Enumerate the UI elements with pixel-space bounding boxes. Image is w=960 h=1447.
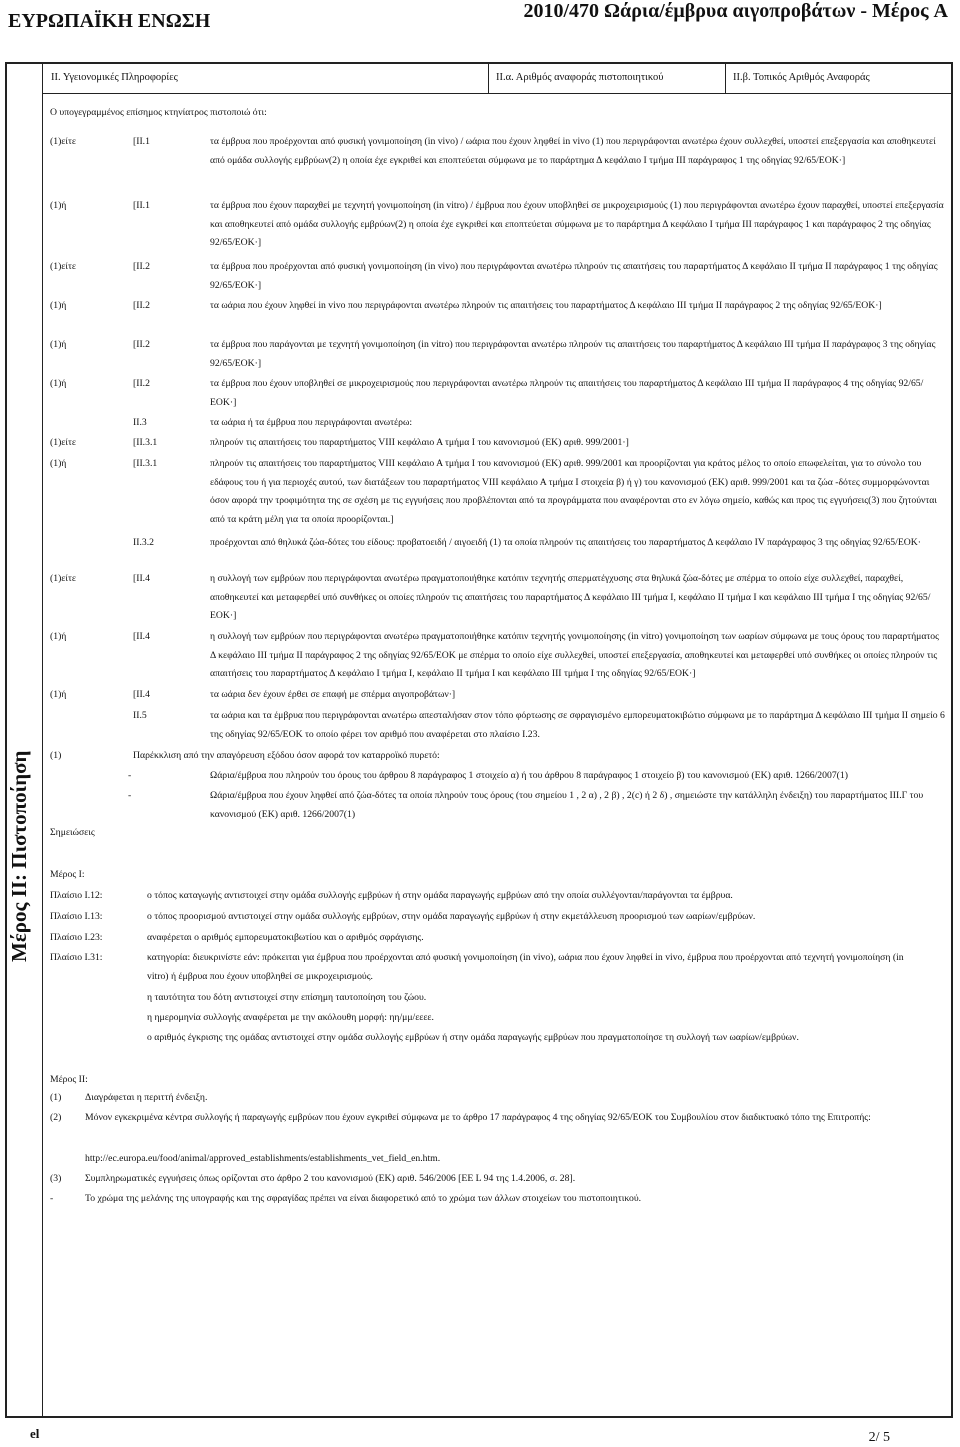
row-ref: [ΙΙ.2 [133, 300, 150, 311]
row-ref: [ΙΙ.4 [133, 631, 150, 642]
row-ref: [ΙΙ.1 [133, 136, 150, 147]
note-extra: η ταυτότητα του δότη αντιστοιχεί στην επίσημη ταυτοποίηση του ζώου. [147, 992, 427, 1003]
row-text: τα έμβρυα που προέρχονται από φυσική γονιμοποίηση (in vivo) που περιγράφονται ανωτέρω πληρούν τις απαιτήσεις του παραρτήματος Δ κεφάλαιο ΙΙ τμήμα ΙΙ παράγραφος 1 της οδηγίας 92/65/ΕΟΚ·] [210, 261, 938, 291]
exemption-dash: - [128, 790, 132, 801]
row-ref: [ΙΙ.4 [133, 689, 150, 700]
language-code: el [30, 1426, 40, 1441]
sidebar-title: Μέρος ΙΙ: Πιστοποίηση [7, 750, 31, 962]
note-text: ο τόπος καταγωγής αντιστοιχεί στην ομάδα συλλογής εμβρύων ή στην ομάδα παραγωγής εμβρύων από την οποία συλλέγονται/παράγονται τα έμβρυα. [147, 890, 733, 901]
note-label: (1) [50, 1092, 62, 1103]
row-text: τα έμβρυα που έχουν παραχθεί με τεχνητή γονιμοποίηση (in vitro) / έμβρυα που έχουν υποβληθεί σε μικροχειρισμούς (1) που περιγράφονται ανωτέρω έχουν παραχθεί, υποστεί επεξεργασία και αποθηκευτεί από ομάδα συλλογής εμβρύων(2) η οποία έχε εγκριθεί και εποπτεύεται σύμφωνα με το παράρτημα Δ κεφάλαιο Ι τμήμα ΙΙΙ παράγραφος 1 και παράγραφος 2 της οδηγίας 92/65/ΕΟΚ·] [210, 200, 944, 248]
row-label: (1)είτε [50, 573, 76, 584]
note-label: Πλαίσιο Ι.31: [50, 952, 103, 963]
row-label: (1)ή [50, 378, 67, 389]
note-label: Πλαίσιο Ι.23: [50, 932, 103, 943]
row-label: (1)ή [50, 200, 67, 211]
row-label: (1)ή [50, 339, 67, 350]
exemption-item: Ωάρια/έμβρυα που πληρούν του όρους του άρθρου 8 παράγραφος 1 στοιχείο α) ή του άρθρου 8 παράγραφος 1 στοιχείο β) του κανονισμού (ΕΚ) αριθ. 1266/2007(1) [210, 770, 848, 781]
row-label: (1)είτε [50, 136, 76, 147]
local-reference-label: ΙΙ.β. Τοπικός Αριθμός Αναφοράς [733, 72, 870, 83]
row-label: (1)ή [50, 689, 67, 700]
part1-title: Μέρος Ι: [50, 869, 85, 880]
note-label: (3) [50, 1173, 62, 1184]
row-text: η συλλογή των εμβρύων που περιγράφονται ανωτέρω πραγματοποιήθηκε κατόπιν τεχνητής σπερματέγχυσης στα θηλυκά ζώα-δότες με σπέρμα το οποίο είχε συλλεχθεί, παραχθεί, αποθηκευτεί και μεταφερθεί υπό συνθήκες οι οποίες πληρούν τις απαιτήσεις του παραρτήματος Δ κεφάλαιο ΙΙΙ τμήμα Ι, κεφάλαιο ΙΙ τμήμα Ι και κεφάλαιο ΙΙΙ τμήμα Ι της οδηγίας 92/65/ΕΟΚ·] [210, 573, 931, 621]
note-label: Πλαίσιο Ι.12: [50, 890, 103, 901]
health-info-label: ΙΙ. Υγειονομικές Πληροφορίες [51, 72, 178, 83]
note-text: ο τόπος προορισμού αντιστοιχεί στην ομάδα συλλογής εμβρύων, στην ομάδα παραγωγής εμβρύων ή στην εκμετάλλευση προορισμού των ωαρίων/εμβρύων. [147, 911, 756, 922]
note-extra: η ημερομηνία συλλογής αναφέρεται με την ακόλουθη μορφή: ηη/μμ/εεεε. [147, 1012, 434, 1023]
note-text: Συμπληρωματικές εγγυήσεις όπως ορίζονται στο άρθρο 2 του κανονισμού (ΕΚ) αριθ. 546/2006 [ΕΕ L 94 της 1.4.2006, σ. 28]. [85, 1173, 576, 1184]
note-text: κατηγορία: διευκρινίστε εάν: πρόκειται για έμβρυα που προέρχονται από φυσική γονιμοποίηση (in vivo), ωάρια που έχουν ληφθεί in vivo, έμβρυα που προέρχονται από τεχνητή γονιμοποίηση (in vitro) ή έμβρυα που έχουν υποβληθεί σε μικροχειρισμούς. [147, 952, 904, 982]
page-number: 2/ 5 [868, 1430, 890, 1445]
health-info-row [43, 62, 953, 94]
part2-title: Μέρος ΙΙ: [50, 1074, 88, 1085]
row-text: τα έμβρυα που έχουν υποβληθεί σε μικροχειρισμούς που περιγράφονται ανωτέρω πληρούν τις απαιτήσεις του παραρτήματος Δ κεφάλαιο ΙΙΙ τμήμα ΙΙ παράγραφος 4 της οδηγίας 92/65/ΕΟΚ·] [210, 378, 924, 408]
row-ref: [ΙΙ.1 [133, 200, 150, 211]
intro-statement: Ο υπογεγραμμένος επίσημος κτηνίατρος πιστοποιώ ότι: [50, 107, 267, 118]
header-right-title: 2010/470 Ωάρια/έμβρυα αιγοπροβάτων - Μέρος A [523, 0, 948, 22]
column-divider [488, 62, 489, 93]
note-text: Διαγράφεται η περιττή ένδειξη. [85, 1092, 208, 1103]
exemption-item: Ωάρια/έμβρυα που έχουν ληφθεί από ζώα-δότες τα οποία πληρούν τους όρους (του σημείου 1 , 2 α) , 2 β) , 2(c) ή 2 δ) , σημειώστε την κατάλληλη ένδειξη) του παραρτήματος ΙΙΙ.Γ του κανονισμού (ΕΚ) αριθ. 1266/2007(1) [210, 790, 924, 820]
note-label: - [50, 1193, 54, 1204]
notes-title: Σημειώσεις [50, 827, 95, 838]
row-text: τα ωάρια ή τα έμβρυα που περιγράφονται ανωτέρω: [210, 417, 413, 428]
row-ref: [ΙΙ.4 [133, 573, 150, 584]
row-text: πληρούν τις απαιτήσεις του παραρτήματος VIII κεφάλαιο Α τμήμα Ι του κανονισμού (ΕΚ) αριθ. 999/2001 και προορίζονται για κράτος μέλος το οποίο επωφελείται, για το σύνολο του εδάφους του ή για περιοχές αυτού, των διατάξεων του παραρτήματος VIII κεφάλαιο Α τμήμα Ι στοιχεία β) ή γ) του κανονισμού (ΕΚ) αριθ. 999/2001 και τα ζώα -δότες συμμορφώνονται όσον αφορά την τροφιμότητα της σε σχέση με τις εγγυήσεις που προβλέπονται από τα προγράμματα που αναφέρονται στο εν λόγω σημείο, καθώς και προς τις εγγυήσεις(3) που ζητούνται από τα κράτη μέλη για τα οποία προορίζονται.] [210, 458, 937, 525]
row-ref: [ΙΙ.2 [133, 339, 150, 350]
row-ref: [ΙΙ.3.1 [133, 437, 158, 448]
row-text: τα έμβρυα που προέρχονται από φυσική γονιμοποίηση (in vivo) / ωάρια που έχουν ληφθεί in vivo (1) που περιγράφονται ανωτέρω έχουν συλλεχθεί, υποστεί επεξεργασία και αποθηκευτεί από ομάδα συλλογής εμβρύων(2) η οποία έχε εγκριθεί και εποπτεύεται σύμφωνα με το παράρτημα Δ κεφάλαιο Ι τμήμα ΙΙΙ παράγραφος 1 της οδηγίας 92/65/ΕΟΚ·] [210, 136, 936, 166]
column-divider [725, 62, 726, 93]
row-ref: [ΙΙ.2 [133, 261, 150, 272]
row-text: τα ωάρια που έχουν ληφθεί in vivo που περιγράφονται ανωτέρω πληρούν τις απαιτήσεις του παραρτήματος Δ κεφάλαιο ΙΙΙ τμήμα ΙΙ παράγραφος 2 της οδηγίας 92/65/ΕΟΚ·] [210, 300, 882, 311]
row-label: (1)είτε [50, 261, 76, 272]
row-text: τα ωάρια και τα έμβρυα που περιγράφονται ανωτέρω απεσταλήσαν στον τόπο φόρτωσης σε σφραγισμένο εμπορευματοκιβώτιο σύμφωνα με το παράρτημα Δ κεφάλαιο ΙΙΙ τμήμα ΙΙ σημείο 6 της οδηγίας 92/65/ΕΟΚ το οποίο φέρει τον αριθμό που αναφέρεται στο πλαίσιο Ι.23. [210, 710, 945, 740]
row-label: (1)ή [50, 631, 67, 642]
note-label: (2) [50, 1112, 62, 1123]
page-header [0, 0, 960, 36]
row-ref: ΙΙ.3 [133, 417, 147, 428]
note-label: Πλαίσιο Ι.13: [50, 911, 103, 922]
certificate-reference-label: ΙΙ.α. Αριθμός αναφοράς πιστοποιητικού [496, 72, 664, 83]
row-text: προέρχονται από θηλυκά ζώα-δότες του είδους: προβατοειδή / αιγοειδή (1) τα οποία πληρούν τις απαιτήσεις του παραρτήματος Δ κεφάλαιο IV παράγραφος 3 της οδηγίας 92/65/ΕΟΚ· [210, 537, 921, 548]
exemption-dash: - [128, 770, 132, 781]
row-text: τα έμβρυα που παράγονται με τεχνητή γονιμοποίηση (in vitro) που περιγράφονται ανωτέρω πληρούν τις απαιτήσεις του παραρτήματος Δ κεφάλαιο ΙΙΙ τμήμα ΙΙ παράγραφος 3 της οδηγίας 92/65/ΕΟΚ·] [210, 339, 936, 369]
row-label: (1)ή [50, 300, 67, 311]
note-text: Μόνον εγκεκριμένα κέντρα συλλογής ή παραγωγής εμβρύων που έχουν εγκριθεί σύμφωνα με το άρθρο 17 παράγραφος 4 της οδηγίας 92/65/ΕΟΚ του Συμβουλίου στον διαδικτυακό τόπο της Επιτροπής: [85, 1112, 871, 1123]
approved-establishments-link[interactable]: http://ec.europa.eu/food/animal/approved_establishments/establishments_vet_field_en.htm. [85, 1153, 441, 1164]
part-sidebar [5, 62, 43, 1418]
row-label: (1)ή [50, 458, 67, 469]
note-text: αναφέρεται ο αριθμός εμπορευματοκιβωτίου και ο αριθμός σφράγισης. [147, 932, 424, 943]
row-ref: [ΙΙ.3.1 [133, 458, 158, 469]
header-left-title: ΕΥΡΩΠΑΪΚΗ ΕΝΩΣΗ [8, 10, 211, 32]
note-extra: ο αριθμός έγκρισης της ομάδας αντιστοιχεί στην ομάδα συλλογής εμβρύων ή στην ομάδα παραγωγής εμβρύων που πραγματοποίησε τη συλλογή των ωαρίων/εμβρύων. [147, 1032, 799, 1043]
exemption-text: Παρέκκλιση από την απαγόρευση εξόδου όσον αφορά τον καταρροϊκό πυρετό: [133, 750, 440, 761]
row-text: πληρούν τις απαιτήσεις του παραρτήματος VIII κεφάλαιο Α τμήμα Ι του κανονισμού (ΕΚ) αριθ. 999/2001·] [210, 437, 629, 448]
row-ref: ΙΙ.3.2 [133, 537, 154, 548]
row-text: τα ωάρια δεν έχουν έρθει σε επαφή με σπέρμα αιγοπροβάτων·] [210, 689, 456, 700]
row-text: η συλλογή των εμβρύων που περιγράφονται ανωτέρω πραγματοποιήθηκε κατόπιν τεχνητής γονιμοποίησης (in vitro) γονιμοποίηση των ωαρίων σύμφωνα με τους όρους του παραρτήματος Δ κεφάλαιο ΙΙΙ τμήμα ΙΙ παράγραφος 2 της οδηγίας 92/65/ΕΟΚ με σπέρμα το οποίο είχε συλλεχθεί, υποστεί επεξεργασία, αποθηκευτεί και μεταφερθεί υπό συνθήκες οι οποίες πληρούν τις απαιτήσεις του παραρτήματος Δ κεφάλαιο Ι τμήμα Ι, κεφάλαιο ΙΙ τμήμα Ι και κεφάλαιο ΙΙΙ τμήμα Ι της οδηγίας 92/65/ΕΟΚ·] [210, 631, 939, 679]
row-ref: [ΙΙ.2 [133, 378, 150, 389]
exemption-label: (1) [50, 750, 62, 761]
row-label: (1)είτε [50, 437, 76, 448]
row-ref: ΙΙ.5 [133, 710, 147, 721]
note-text: Το χρώμα της μελάνης της υπογραφής και της σφραγίδας πρέπει να είναι διαφορετικό από το χρώμα των άλλων στοιχείων του πιστοποιητικού. [85, 1193, 642, 1204]
